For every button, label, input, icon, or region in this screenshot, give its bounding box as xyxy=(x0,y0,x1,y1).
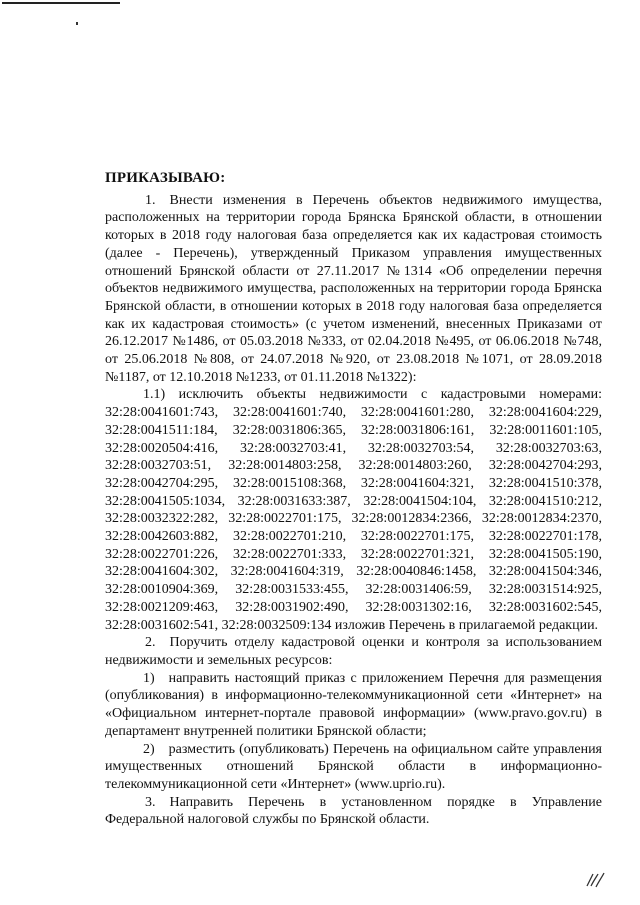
scan-artifact-line xyxy=(2,2,120,4)
paragraph-2-1-publish: 1) направить настоящий приказ с приложением Перечня для размещения (опубликования) в информационно-телекоммуникационной сети «Интернет» на «Официальном интернет-портале правовой информации» (www.pravo.gov.ru) в департамент внутренней политики Брянской области; xyxy=(105,670,602,739)
order-heading: ПРИКАЗЫВАЮ: xyxy=(105,170,226,186)
handwritten-mark xyxy=(584,870,608,890)
document-body xyxy=(105,170,602,829)
scan-artifact-speck xyxy=(76,22,78,25)
paragraph-3-tax-service: 3. Направить Перечень в установленном порядке в Управление Федеральной налоговой службы по Брянской области. xyxy=(105,794,602,828)
paragraph-2-2-website: 2) разместить (опубликовать) Перечень на официальном сайте управления имущественных отношений Брянской области в информационно-телекоммуникационной сети «Интернет» (www.uprio.ru). xyxy=(105,741,602,792)
paragraph-1-amendments: 1. Внести изменения в Перечень объектов недвижимого имущества, расположенных на территории города Брянска Брянской области, в отношении которых в 2018 году налоговая база определяется как их кадастровая стоимость (далее - Перечень), утвержденный Приказом управления имущественных отношений Брянской области от 27.11.2017 №1314 «Об определении перечня объектов недвижимого имущества, расположенных на территории города Брянска Брянской области, в отношении которых в 2018 году налоговая база определяется как их кадастровая стоимость» (с учетом изменений, внесенных Приказами от 26.12.2017 №1486, от 05.03.2018 №333, от 02.04.2018 №495, от 06.06.2018 №748, от 25.06.2018 №808, от 24.07.2018 №920, от 23.08.2018 №1071, от 28.09.2018 №1187, от 12.10.2018 №1233, от 01.11.2018 №1322): xyxy=(105,192,602,385)
paragraph-1-1-cadastral-numbers: 1.1) исключить объекты недвижимости с кадастровыми номерами: 32:28:0041601:743, 32:28:0041601:740, 32:28:0041601:280, 32:28:0041604:229, 32:28:0041511:184, 32:28:0031806:365, 32:28:0031806:161, 32:28:0011601:105, 32:28:0020504:416, 32:28:0032703:41, 32:28:0032703:54, 32:28:0032703:63, 32:28:0032703:51, 32:28:0014803:258, 32:28:0014803:260, 32:28:0042704:293, 32:28:0042704:295, 32:28:0015108:368, 32:28:0041604:321, 32:28:0041510:378, 32:28:0041505:1034, 32:28:0031633:387, 32:28:0041504:104, 32:28:0041510:212, 32:28:0032322:282, 32:28:0022701:175, 32:28:0012834:2366, 32:28:0012834:2370, 32:28:0042603:882, 32:28:0022701:210, 32:28:0022701:175, 32:28:0022701:178, 32:28:0022701:226, 32:28:0022701:333, 32:28:0022701:321, 32:28:0041505:190, 32:28:0041604:302, 32:28:0041604:319, 32:28:0040846:1458, 32:28:0041504:346, 32:28:0010904:369, 32:28:0031533:455, 32:28:0031406:59, 32:28:0031514:925, 32:28:0021209:463, 32:28:0031902:490, 32:28:0031302:16, 32:28:0031602:545, 32:28:0031602:541, 32:28:0032509:134 изложив Перечень в прилагаемой редакции. xyxy=(105,387,602,633)
paragraph-2-instruction: 2. Поручить отделу кадастровой оценки и контроля за использованием недвижимости и земельных ресурсов: xyxy=(105,635,602,668)
